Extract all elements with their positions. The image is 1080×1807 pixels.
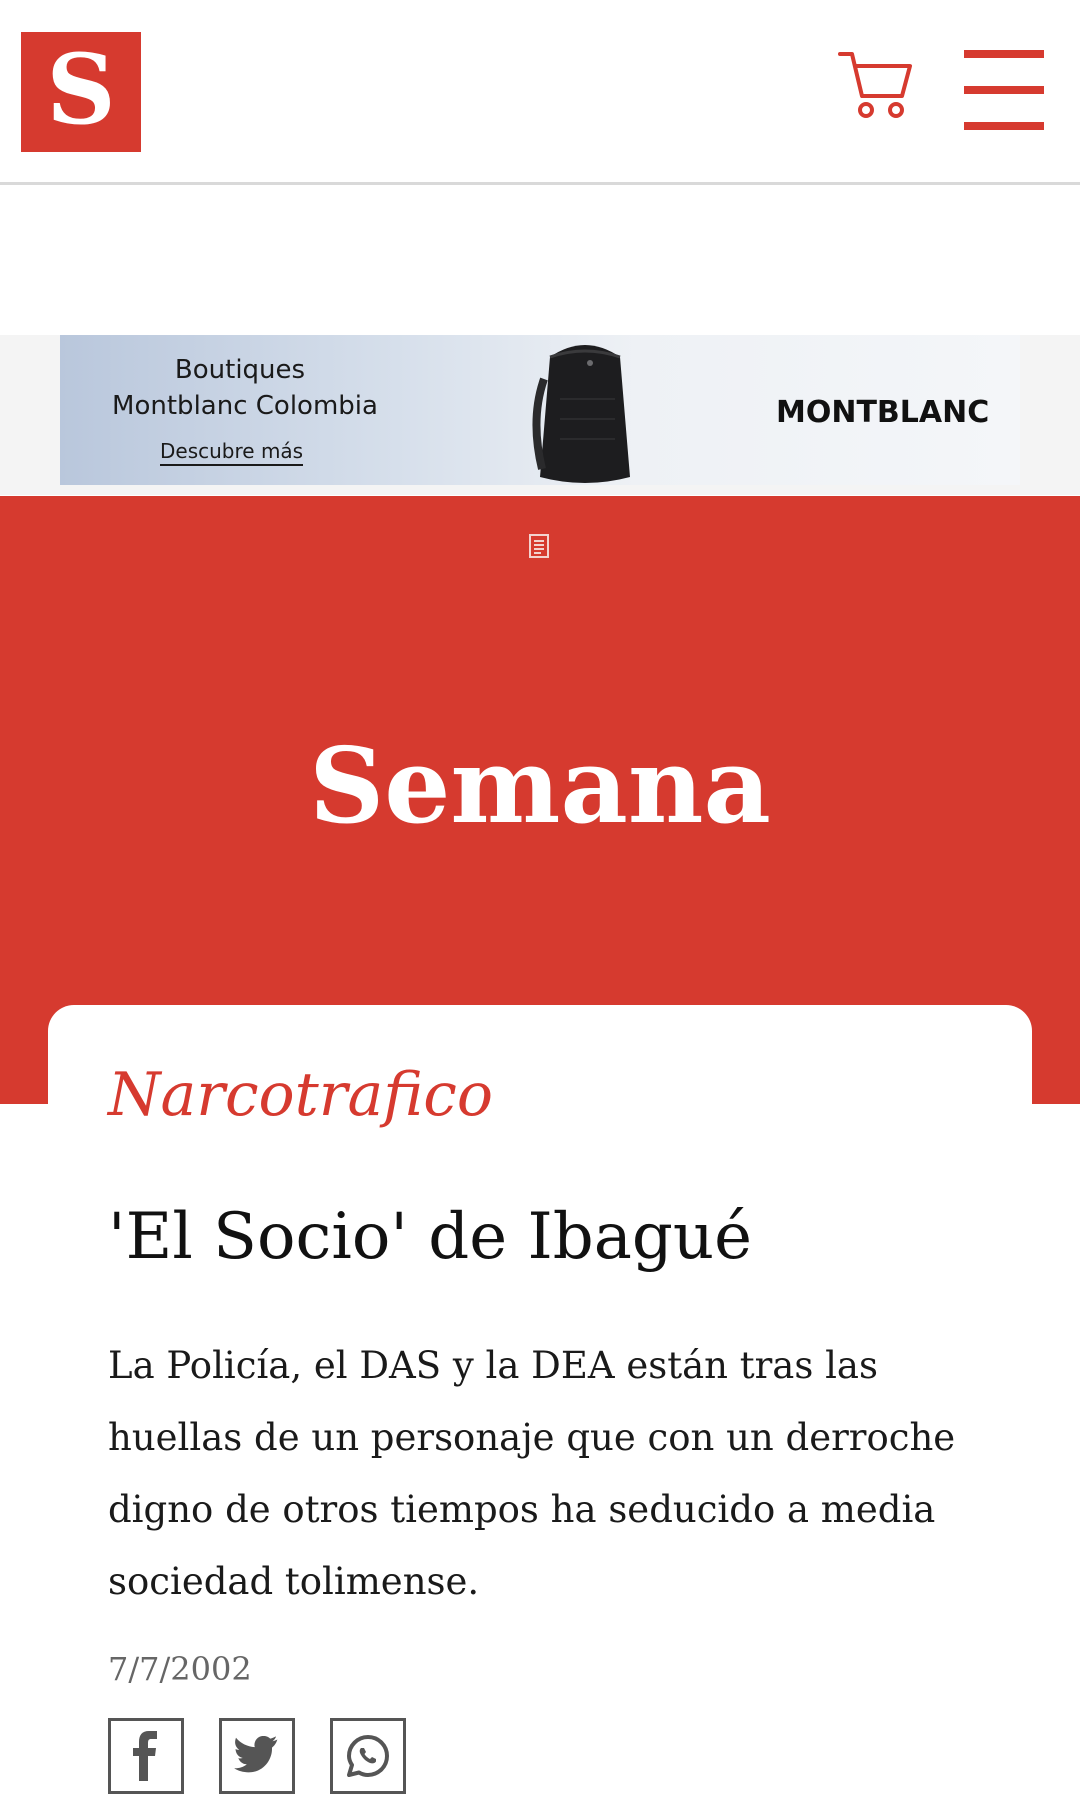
hero-title: Semana bbox=[309, 724, 771, 847]
share-twitter-button[interactable] bbox=[219, 1718, 295, 1794]
semana-logo[interactable] bbox=[21, 32, 141, 152]
ad-banner[interactable] bbox=[60, 335, 1020, 485]
document-icon bbox=[528, 533, 550, 559]
share-whatsapp-button[interactable] bbox=[330, 1718, 406, 1794]
ad-cta-link[interactable]: Descubre más bbox=[160, 439, 303, 466]
ad-headline-2: Montblanc Colombia bbox=[112, 391, 378, 421]
site-header bbox=[0, 0, 1080, 185]
ad-brand: MONTBLANC bbox=[776, 395, 990, 430]
article-summary: La Policía, el DAS y la DEA están tras las huellas de un personaje que con un derroche digno de otros tiempos ha seducido a media sociedad tolimense. bbox=[108, 1344, 956, 1603]
article-title: 'El Socio' de Ibagué bbox=[108, 1200, 752, 1274]
cart-icon[interactable] bbox=[838, 48, 914, 124]
article-category[interactable]: Narcotrafico bbox=[108, 1060, 493, 1130]
article-date: 7/7/2002 bbox=[108, 1650, 252, 1688]
facebook-icon bbox=[126, 1731, 166, 1781]
ad-headline-1: Boutiques bbox=[174, 355, 306, 385]
hamburger-menu-icon[interactable] bbox=[964, 50, 1044, 130]
logo-letter: S bbox=[46, 33, 116, 146]
whatsapp-icon bbox=[341, 1729, 395, 1783]
share-facebook-button[interactable] bbox=[108, 1718, 184, 1794]
backpack-image bbox=[520, 339, 650, 485]
ad-container bbox=[0, 335, 1080, 495]
twitter-icon bbox=[234, 1736, 280, 1776]
